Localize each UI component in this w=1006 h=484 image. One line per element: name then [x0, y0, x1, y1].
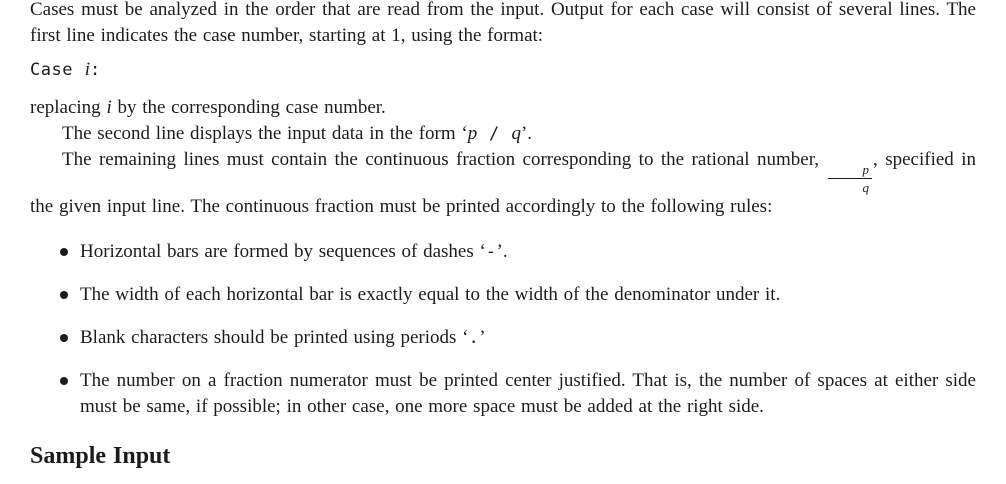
- slash-literal: /: [477, 124, 512, 144]
- fraction-numerator: p: [862, 162, 870, 177]
- remaining-lines-paragraph: [30, 147, 976, 220]
- rule-text-end: ’.: [496, 241, 508, 262]
- replacing-post: by the corresponding case number.: [111, 97, 386, 118]
- bullet-icon: [60, 291, 68, 299]
- intro-paragraph: [30, 0, 976, 49]
- output-description-paragraph: [30, 95, 976, 220]
- rule-text: Blank characters should be printed using periods ‘: [80, 327, 469, 348]
- second-line-paragraph: [30, 121, 976, 147]
- rule-item-dashes: [30, 239, 976, 265]
- rule-item-bar-width: [30, 282, 976, 308]
- rule-text-end: ’: [479, 327, 486, 348]
- case-variable-i: i: [84, 59, 90, 80]
- variable-i: i: [106, 97, 112, 118]
- variable-p: p: [467, 123, 478, 144]
- next-section-heading-clipped: Sample Input: [30, 443, 171, 469]
- bullet-icon: [60, 248, 68, 256]
- fraction-denominator: q: [828, 178, 873, 194]
- second-line-post: ’.: [520, 123, 533, 144]
- intro-text: Cases must be analyzed in the order that are read from the input. Output for each case will consist of several lines. The first line indicates the case number, starting at 1, using the format:: [30, 0, 976, 46]
- bullet-icon: [60, 377, 68, 385]
- second-line-pre: The second line displays the input data in the form ‘: [62, 123, 468, 144]
- rules-list: [30, 239, 976, 420]
- case-format-line: [30, 57, 976, 83]
- remaining-pre: The remaining lines must contain the continuous fraction corresponding to the rational number,: [62, 149, 827, 170]
- rule-text: The width of each horizontal bar is exactly equal to the width of the denominator under it.: [80, 284, 781, 305]
- dash-literal: -: [485, 242, 497, 262]
- problem-statement: [30, 0, 976, 471]
- case-keyword: Case: [30, 60, 85, 80]
- replacing-line: [30, 95, 976, 121]
- period-literal: .: [468, 328, 480, 348]
- inline-fraction-p-over-q: [828, 163, 873, 194]
- rule-text: Horizontal bars are formed by sequences of dashes ‘: [80, 241, 486, 262]
- replacing-pre: replacing: [30, 97, 107, 118]
- remaining-post: , specified in the given input line. The continuous fraction must be printed accordingly to the following rules:: [30, 149, 977, 217]
- variable-q: q: [511, 123, 521, 144]
- case-colon: :: [89, 60, 101, 80]
- bullet-icon: [60, 334, 68, 342]
- rule-item-blank-periods: [30, 325, 976, 351]
- rule-text: The number on a fraction numerator must be printed center justified. That is, the number of spaces at either side must be same, if possible; in other case, one more space must be added at the right side.: [80, 370, 976, 417]
- rule-item-center-justified: [30, 368, 976, 420]
